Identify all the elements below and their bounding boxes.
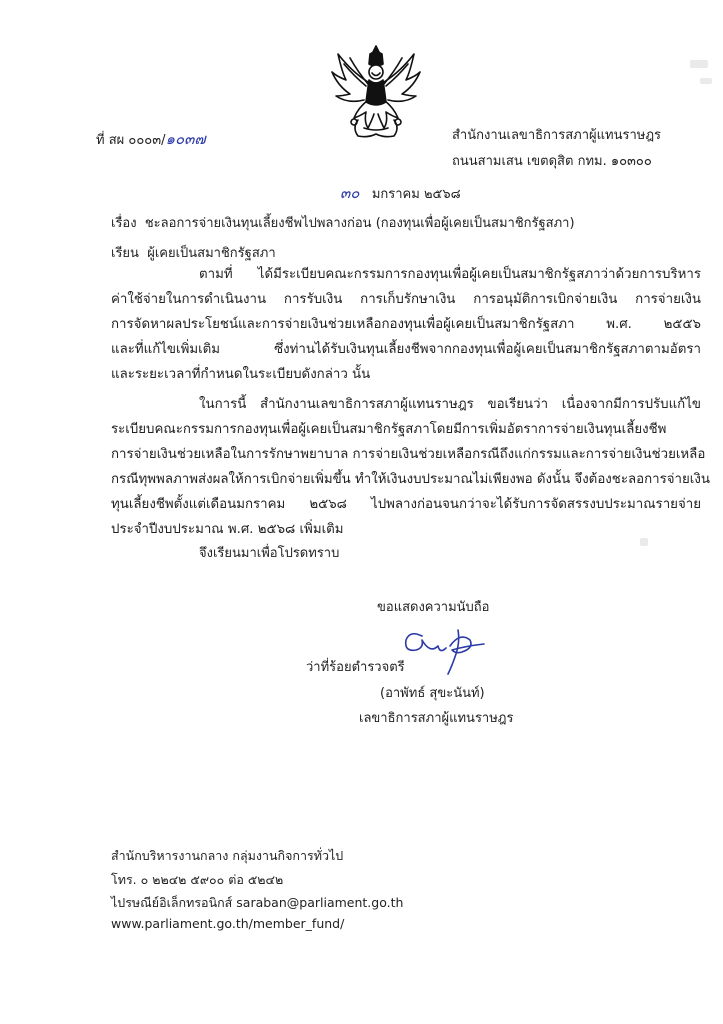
paragraph-line: ในการนี้ สำนักงานเลขาธิการสภาผู้แทนราษฎร ขอเรียนว่า เนื่องจากมีการปรับแก้ไข bbox=[199, 397, 701, 412]
signature-icon bbox=[400, 624, 492, 676]
office-name: สำนักงานเลขาธิการสภาผู้แทนราษฎร bbox=[452, 128, 662, 143]
recipient-text: ผู้เคยเป็นสมาชิกรัฐสภา bbox=[147, 246, 276, 261]
paragraph-line: กรณีทุพพลภาพส่งผลให้การเบิกจ่ายเพิ่มขึ้น ทำให้เงินงบประมาณไม่เพียงพอ ดังนั้น จึงต้องชะลอการจ่ายเงิน bbox=[111, 472, 710, 487]
paragraph-line: การจ่ายเงินช่วยเหลือในการรักษาพยาบาล การจ่ายเงินช่วยเหลือกรณีถึงแก่กรรมและการจ่ายเงินช่วยเหลือ bbox=[111, 447, 706, 462]
footer-department: สำนักบริหารงานกลาง กลุ่มงานกิจการทั่วไป bbox=[111, 848, 344, 863]
reference-prefix: ที่ สผ ๐๐๐๓/ bbox=[96, 133, 166, 148]
reference-number bbox=[96, 127, 206, 151]
paragraph-line: ระเบียบคณะกรรมการกองทุนเพื่อผู้เคยเป็นสมาชิกรัฐสภาโดยมีการเพิ่มอัตราการจ่ายเงินทุนเลี้ยงชีพ bbox=[111, 422, 667, 437]
regards-line: ขอแสดงความนับถือ bbox=[377, 600, 490, 615]
recipient-label: เรียน bbox=[111, 246, 139, 261]
recipient-line bbox=[111, 242, 276, 263]
paragraph-line: ค่าใช้จ่ายในการดำเนินงาน การรับเงิน การเก็บรักษาเงิน การอนุมัติการเบิกจ่ายเงิน การจ่ายเงิน bbox=[111, 292, 701, 307]
signer-rank: ว่าที่ร้อยตำรวจตรี bbox=[306, 660, 405, 675]
paragraph-line: และที่แก้ไขเพิ่มเติม ซึ่งท่านได้รับเงินทุนเลี้ยงชีพจากกองทุนเพื่อผู้เคยเป็นสมาชิกรัฐสภาตามอัตรา bbox=[111, 342, 701, 357]
footer-email: ไปรษณีย์อิเล็กทรอนิกส์ saraban@parliament.go.th bbox=[111, 895, 404, 910]
letter-date bbox=[340, 181, 461, 205]
footer-phone: โทร. ๐ ๒๒๔๒ ๕๙๐๐ ต่อ ๕๒๔๒ bbox=[111, 872, 284, 887]
footer-website: www.parliament.go.th/member_fund/ bbox=[111, 916, 345, 931]
subject-text: ชะลอการจ่ายเงินทุนเลี้ยงชีพไปพลางก่อน (กองทุนเพื่อผู้เคยเป็นสมาชิกรัฐสภา) bbox=[144, 216, 575, 231]
scan-artifact bbox=[640, 538, 648, 546]
office-address: ถนนสามเสน เขตดุสิต กทม. ๑๐๓๐๐ bbox=[452, 154, 652, 169]
date-month-year: มกราคม ๒๕๖๘ bbox=[371, 187, 461, 202]
signer-name: (อาพัทธ์ สุขะนันท์) bbox=[380, 686, 485, 701]
paragraph-line: และระยะเวลาที่กำหนดในระเบียบดังกล่าว นั้น bbox=[111, 367, 371, 382]
paragraph-line: ทุนเลี้ยงชีพตั้งแต่เดือนมกราคม ๒๕๖๘ ไปพลางก่อนจนกว่าจะได้รับการจัดสรรงบประมาณรายจ่าย bbox=[111, 497, 701, 512]
body-paragraph-2 bbox=[111, 392, 710, 542]
paragraph-line: ประจำปีงบประมาณ พ.ศ. ๒๕๖๘ เพิ่มเติม bbox=[111, 522, 344, 537]
body-paragraph-1 bbox=[111, 262, 701, 387]
scan-artifact bbox=[700, 78, 712, 84]
scan-artifact bbox=[690, 60, 708, 68]
date-day-handwritten: ๓๐ bbox=[340, 184, 360, 202]
closing-request: จึงเรียนมาเพื่อโปรดทราบ bbox=[199, 546, 340, 561]
subject-label: เรื่อง bbox=[111, 216, 137, 231]
reference-handwritten-number: ๑๐๓๗ bbox=[165, 130, 206, 148]
paragraph-line: การจัดหาผลประโยชน์และการจ่ายเงินช่วยเหลือกองทุนเพื่อผู้เคยเป็นสมาชิกรัฐสภา พ.ศ. ๒๕๕๖ bbox=[111, 317, 701, 332]
signer-position: เลขาธิการสภาผู้แทนราษฎร bbox=[359, 711, 514, 726]
subject-line bbox=[111, 212, 575, 233]
paragraph-line: ตามที่ ได้มีระเบียบคณะกรรมการกองทุนเพื่อผู้เคยเป็นสมาชิกรัฐสภาว่าด้วยการบริหาร bbox=[199, 267, 701, 282]
garuda-emblem-icon bbox=[328, 42, 424, 142]
